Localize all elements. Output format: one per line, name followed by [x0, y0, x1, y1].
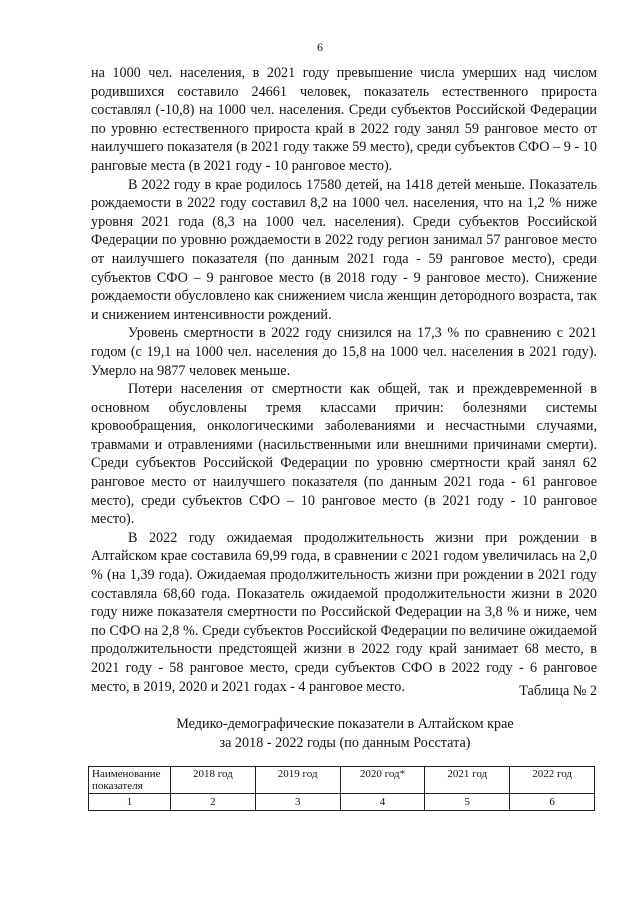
paragraph-natural-growth: на 1000 чел. населения, в 2021 году превышение числа умерших над числом родившихся составило 24661 человек, показатель естественного прироста составлял (-10,8) на 1000 чел. населения. Среди субъектов Российской Федерации по уровню естественного прироста край в 2022 году занял 59 ранговое место от наилучшего показателя (в 2021 году также 59 место), среди субъектов СФО – 9 - 10 ранговые места (в 2021 году - 10 ранговое место). [91, 65, 597, 174]
body-text [91, 64, 597, 696]
paragraph-mortality-causes: Потери населения от смертности как общей, так и преждевременной в основном обусловлены тремя классами причин: болезнями системы кровообращения, онкологическими заболеваниями и несчастными случаями, травмами и отравлениями (насильственными или внешними причинами смерти). Среди субъектов Российской Федерации по уровню смертности край занял 62 ранговое место от наилучшего показателя (по данным 2021 года - 61 ранговое место), среди субъектов СФО – 10 ранговое место (в 2021 году - 10 ранговое место). [91, 381, 597, 528]
header-2021: 2021 год [425, 767, 510, 794]
table-header-row [89, 767, 595, 794]
table-label: Таблица № 2 [519, 683, 597, 699]
column-number: 3 [255, 794, 340, 811]
page-number: 6 [317, 40, 323, 54]
header-2018: 2018 год [171, 767, 256, 794]
header-2019: 2019 год [255, 767, 340, 794]
column-number: 5 [425, 794, 510, 811]
column-number: 4 [340, 794, 425, 811]
column-number: 2 [171, 794, 256, 811]
header-indicator-name: Наименование показателя [89, 767, 171, 794]
column-number: 1 [89, 794, 171, 811]
demographic-table [88, 766, 595, 811]
header-2022: 2022 год [510, 767, 595, 794]
table-column-number-row [89, 794, 595, 811]
table-title [0, 715, 640, 753]
paragraph-mortality: Уровень смертности в 2022 году снизился на 17,3 % по сравнению с 2021 годом (с 19,1 на 1000 чел. населения до 15,8 на 1000 чел. населения в 2021 году). Умерло на 9877 человек меньше. [91, 325, 597, 379]
paragraph-life-expectancy: В 2022 году ожидаемая продолжительность жизни при рождении в Алтайском крае составила 69,99 года, в сравнении с 2021 годом увеличилась на 2,0 % (на 1,39 года). Ожидаемая продолжительность жизни при рождении в 2021 году составляла 68,60 года. Показатель ожидаемой продолжительности жизни в 2020 году ниже показателя смертности по Российской Федерации на 3,8 % и ниже, чем по СФО на 2,8 %. Среди субъектов Российской Федерации по величине ожидаемой продолжительности предстоящей жизни в 2022 году край занимает 68 место, в 2021 году - 58 ранговое место, среди субъектов СФО в 2022 году - 6 ранговое место, в 2019, 2020 и 2021 годах - 4 ранговое место. [91, 529, 597, 695]
column-number: 6 [510, 794, 595, 811]
table-title-line-2: за 2018 - 2022 годы (по данным Росстата) [219, 735, 471, 751]
header-2020: 2020 год* [340, 767, 425, 794]
table-title-line-1: Медико-демографические показатели в Алтайском крае [176, 716, 514, 732]
paragraph-birth-rate: В 2022 году в крае родилось 17580 детей, на 1418 детей меньше. Показатель рождаемости в 2022 году составил 8,2 на 1000 чел. населения, что на 1,2 % ниже уровня 2021 года (8,3 на 1000 чел. населения). Среди субъектов Российской Федерации по уровню рождаемости в 2022 году регион занимал 57 ранговое место от наилучшего показателя (по данным 2021 года - 59 ранговое место), среди субъектов СФО – 9 ранговое место (в 2018 году - 9 ранговое место). Снижение рождаемости обусловлено как снижением числа женщин детородного возраста, так и снижением интенсивности рождений. [91, 176, 597, 323]
